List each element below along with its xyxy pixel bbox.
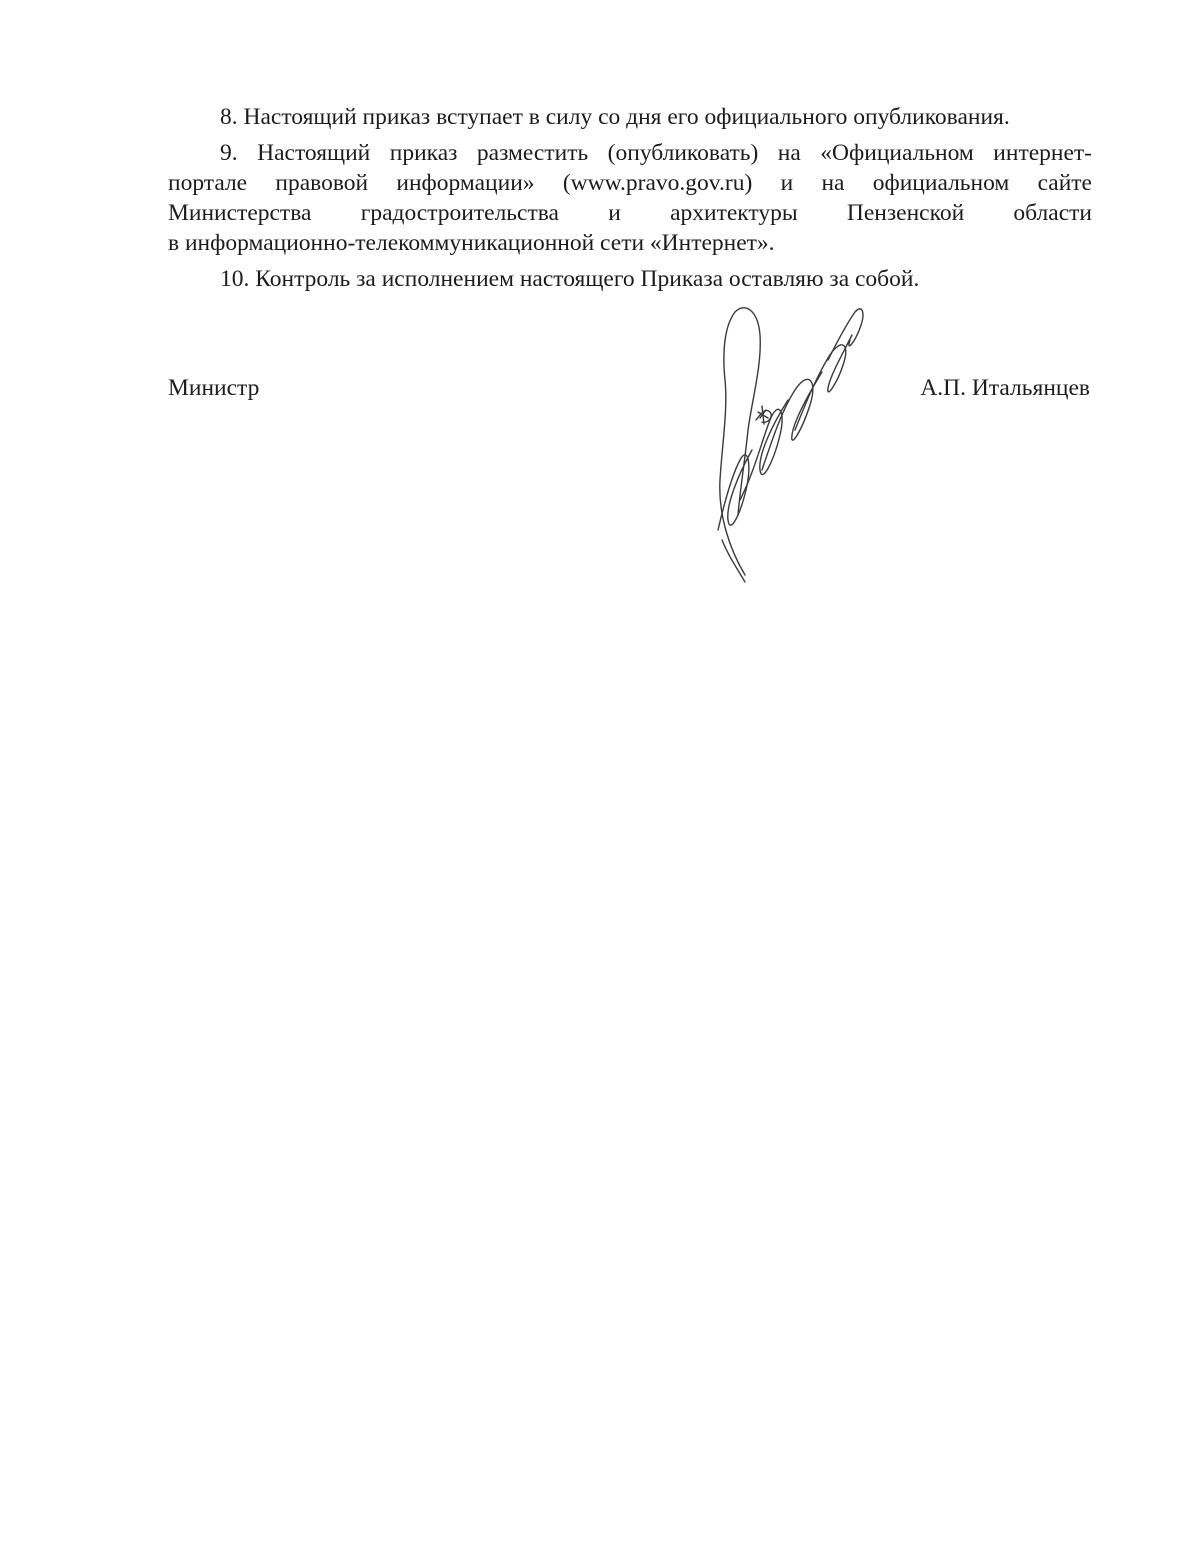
paragraph-line: Министерства градостроительства и архитектуры Пензенской области [168,200,1092,226]
paragraph-number: 9. [220,140,238,166]
handwritten-signature [700,300,870,585]
paragraph-number: 10. [220,266,250,292]
paragraph-text: Контроль за исполнением настоящего Приказа оставляю за собой. [255,266,920,292]
signatory-name: А.П. Итальянцев [920,375,1090,401]
paragraph-10 [168,264,1092,294]
paragraph-9 [168,138,1092,258]
paragraph-line: портале правовой информации» (www.pravo.gov.ru) и на официальном сайте [168,170,1092,196]
paragraph-line: в информационно-телекоммуникационной сети «Интернет». [168,230,775,256]
signatory-role: Министр [168,375,260,401]
paragraph-line [168,138,1092,168]
paragraph-text: Настоящий приказ вступает в силу со дня его официального опубликования. [243,104,1010,130]
paragraph-8 [168,102,1092,132]
paragraph-line-text: Настоящий приказ разместить (опубликовать) на «Официальном интернет- [257,140,1092,166]
document-body [168,102,1092,300]
paragraph-number: 8. [220,104,238,130]
